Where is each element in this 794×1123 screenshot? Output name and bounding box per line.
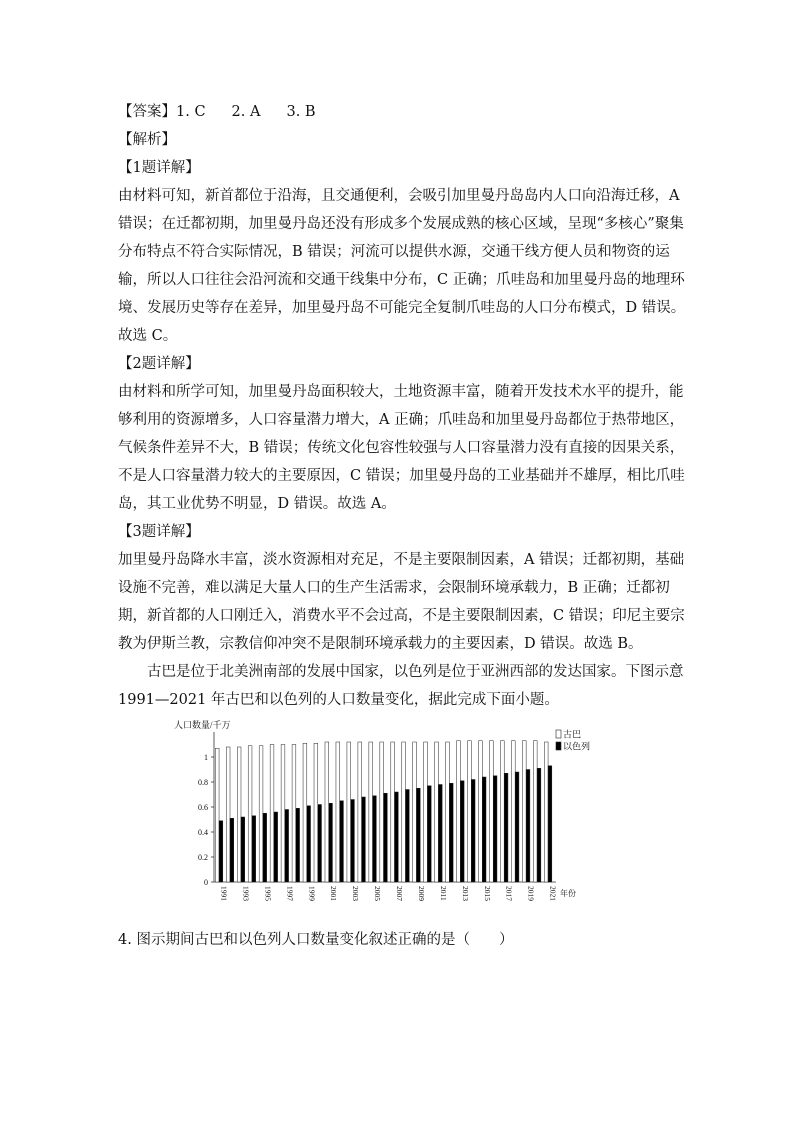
bar-cuba bbox=[347, 742, 351, 882]
bar-cuba bbox=[237, 747, 241, 882]
bar-cuba bbox=[369, 742, 373, 882]
x-tick-label: 2009 bbox=[416, 886, 426, 901]
bar-israel bbox=[252, 816, 256, 882]
bar-cuba bbox=[446, 742, 450, 882]
q2-line: 够利用的资源增多，人口容量潜力增大，A 正确；爪哇岛和加里曼丹岛都位于热带地区， bbox=[118, 412, 685, 428]
q2-line: 岛，其工业优势不明显，D 错误。故选 A。 bbox=[118, 496, 396, 512]
bar-israel bbox=[274, 812, 278, 882]
bar-cuba bbox=[380, 742, 384, 882]
bar-cuba bbox=[270, 745, 274, 883]
bar-cuba bbox=[215, 748, 219, 882]
bar-israel bbox=[373, 796, 377, 882]
bar-israel bbox=[482, 777, 486, 882]
x-tick-label: 1991 bbox=[219, 886, 229, 901]
legend-swatch-israel bbox=[556, 742, 561, 750]
legend-swatch-cuba bbox=[556, 730, 561, 738]
bar-israel bbox=[526, 770, 530, 883]
bar-israel bbox=[449, 783, 453, 882]
answer-label: 【答案】 bbox=[118, 104, 176, 120]
bar-israel bbox=[548, 766, 552, 882]
q1-line: 分布特点不符合实际情况，B 错误；河流可以提供水源，交通干线方便人员和物资的运 bbox=[118, 244, 670, 260]
population-chart bbox=[174, 718, 594, 920]
document-page bbox=[118, 98, 686, 969]
bar-cuba bbox=[226, 747, 230, 882]
bar-cuba bbox=[281, 745, 285, 883]
bar-israel bbox=[427, 786, 431, 882]
legend-label-israel: 以色列 bbox=[563, 741, 591, 752]
x-tick-label: 1999 bbox=[307, 886, 317, 901]
bar-cuba bbox=[544, 742, 548, 882]
bar-israel bbox=[515, 772, 519, 882]
intro-line-1: 古巴是位于北美洲南部的发展中国家，以色列是位于亚洲西部的发达国家。下图示意 bbox=[147, 664, 684, 680]
x-tick-label: 1993 bbox=[241, 886, 251, 901]
bar-cuba bbox=[259, 746, 263, 882]
y-tick-label: 1 bbox=[204, 753, 208, 762]
x-tick-label: 2021 bbox=[548, 886, 558, 901]
bar-cuba bbox=[500, 741, 504, 882]
q1-line: 错误；在迁都初期，加里曼丹岛还没有形成多个发展成熟的核心区域，呈现“多核心”聚集 bbox=[118, 216, 684, 232]
bar-israel bbox=[384, 793, 388, 882]
bar-israel bbox=[241, 817, 245, 882]
y-axis-label: 人口数量/千万 bbox=[174, 720, 231, 730]
bar-cuba bbox=[248, 746, 252, 882]
q3-heading: 【3题详解】 bbox=[118, 524, 200, 540]
bar-cuba bbox=[402, 742, 406, 882]
bar-cuba bbox=[479, 741, 483, 882]
bar-israel bbox=[219, 821, 223, 882]
bar-cuba bbox=[490, 741, 494, 882]
y-tick-label: 0.8 bbox=[198, 778, 208, 787]
bar-cuba bbox=[358, 742, 362, 882]
bar-cuba bbox=[533, 741, 537, 882]
legend-label-cuba: 古巴 bbox=[563, 729, 582, 740]
bar-israel bbox=[329, 803, 333, 882]
bar-israel bbox=[406, 790, 410, 883]
x-tick-label: 2011 bbox=[438, 886, 448, 901]
y-tick-label: 0.6 bbox=[198, 803, 208, 812]
bar-cuba bbox=[325, 742, 329, 882]
bar-israel bbox=[416, 788, 420, 882]
bar-israel bbox=[471, 780, 475, 883]
bar-cuba bbox=[511, 741, 515, 882]
y-tick-label: 0.4 bbox=[198, 828, 208, 837]
analysis-label: 【解析】 bbox=[118, 132, 176, 148]
bar-cuba bbox=[292, 745, 296, 883]
x-tick-label: 2005 bbox=[373, 886, 383, 901]
answer-item-2: 2. A bbox=[231, 104, 261, 120]
y-tick-label: 0.2 bbox=[198, 853, 208, 862]
bar-cuba bbox=[468, 741, 472, 882]
bar-cuba bbox=[336, 742, 340, 882]
q2-line: 不是人口容量潜力较大的主要原因，C 错误；加里曼丹岛的工业基础并不雄厚，相比爪哇 bbox=[118, 468, 685, 484]
answer-item-1: 1. C bbox=[176, 104, 206, 120]
q1-line: 输，所以人口往往会沿河流和交通干线集中分布，C 正确；爪哇岛和加里曼丹岛的地理环 bbox=[118, 272, 685, 288]
bar-israel bbox=[230, 818, 234, 882]
q1-line: 境、发展历史等存在差异，加里曼丹岛不可能完全复制爪哇岛的人口分布模式，D 错误。 bbox=[118, 300, 686, 316]
bar-israel bbox=[395, 792, 399, 882]
q1-line: 由材料可知，新首都位于沿海，且交通便利，会吸引加里曼丹岛岛内人口向沿海迁移，A bbox=[118, 188, 680, 204]
q2-explanation bbox=[118, 378, 685, 518]
x-tick-label: 1995 bbox=[263, 886, 273, 901]
answer-item-3: 3. B bbox=[286, 104, 316, 120]
bar-cuba bbox=[391, 742, 395, 882]
question-4: 4. 图示期间古巴和以色列人口数量变化叙述正确的是（ ） bbox=[118, 932, 514, 948]
bar-israel bbox=[307, 806, 311, 882]
q1-line: 故选 C。 bbox=[118, 328, 178, 344]
x-tick-label: 2019 bbox=[526, 886, 536, 901]
q2-line: 气候条件差异不大，B 错误；传统文化包容性较强与人口容量潜力没有直接的因果关系， bbox=[118, 440, 685, 456]
x-tick-label: 2013 bbox=[460, 886, 470, 901]
bar-cuba bbox=[424, 742, 428, 882]
answer-line bbox=[118, 98, 678, 126]
bar-israel bbox=[362, 797, 366, 882]
bar-israel bbox=[285, 810, 289, 883]
bar-israel bbox=[493, 776, 497, 882]
x-tick-label: 2003 bbox=[351, 886, 361, 901]
q2-heading: 【2题详解】 bbox=[118, 356, 200, 372]
x-tick-label: 1997 bbox=[285, 886, 295, 901]
x-tick-label: 2017 bbox=[504, 886, 514, 901]
x-axis-label: 年份 bbox=[560, 889, 576, 898]
q3-line: 加里曼丹岛降水丰富，淡水资源相对充足，不是主要限制因素，A 错误；迁都初期，基础 bbox=[118, 552, 685, 568]
bar-cuba bbox=[303, 743, 307, 882]
y-tick-label: 0 bbox=[204, 878, 208, 887]
x-tick-label: 2015 bbox=[482, 886, 492, 901]
bar-israel bbox=[318, 805, 322, 883]
bar-cuba bbox=[522, 741, 526, 882]
intro-line-2: 1991—2021 年古巴和以色列的人口数量变化，据此完成下面小题。 bbox=[118, 692, 559, 708]
bar-israel bbox=[537, 768, 541, 882]
bar-israel bbox=[296, 808, 300, 882]
q3-line: 期，新首都的人口刚迁入，消费水平不会过高，不是主要限制因素，C 错误；印尼主要宗 bbox=[118, 608, 685, 624]
bar-cuba bbox=[457, 741, 461, 882]
bar-israel bbox=[340, 801, 344, 882]
bar-israel bbox=[438, 785, 442, 883]
x-tick-label: 2001 bbox=[329, 886, 339, 901]
q3-line: 教为伊斯兰教，宗教信仰冲突不是限制环境承载力的主要因素，D 错误。故选 B。 bbox=[118, 636, 643, 652]
bar-israel bbox=[263, 813, 267, 882]
q1-heading: 【1题详解】 bbox=[118, 160, 200, 176]
bar-cuba bbox=[413, 742, 417, 882]
bar-israel bbox=[351, 800, 355, 883]
x-tick-label: 2007 bbox=[395, 886, 405, 901]
bar-cuba bbox=[435, 742, 439, 882]
q3-explanation bbox=[118, 546, 685, 658]
bar-cuba bbox=[314, 743, 318, 882]
q3-line: 设施不完善，难以满足大量人口的生产生活需求，会限制环境承载力，B 正确；迁都初 bbox=[118, 580, 670, 596]
q1-explanation bbox=[118, 182, 686, 350]
chart-svg bbox=[174, 718, 594, 920]
bar-israel bbox=[460, 781, 464, 882]
q2-line: 由材料和所学可知，加里曼丹岛面积较大，土地资源丰富，随着开发技术水平的提升，能 bbox=[118, 384, 684, 400]
bar-israel bbox=[504, 773, 508, 882]
